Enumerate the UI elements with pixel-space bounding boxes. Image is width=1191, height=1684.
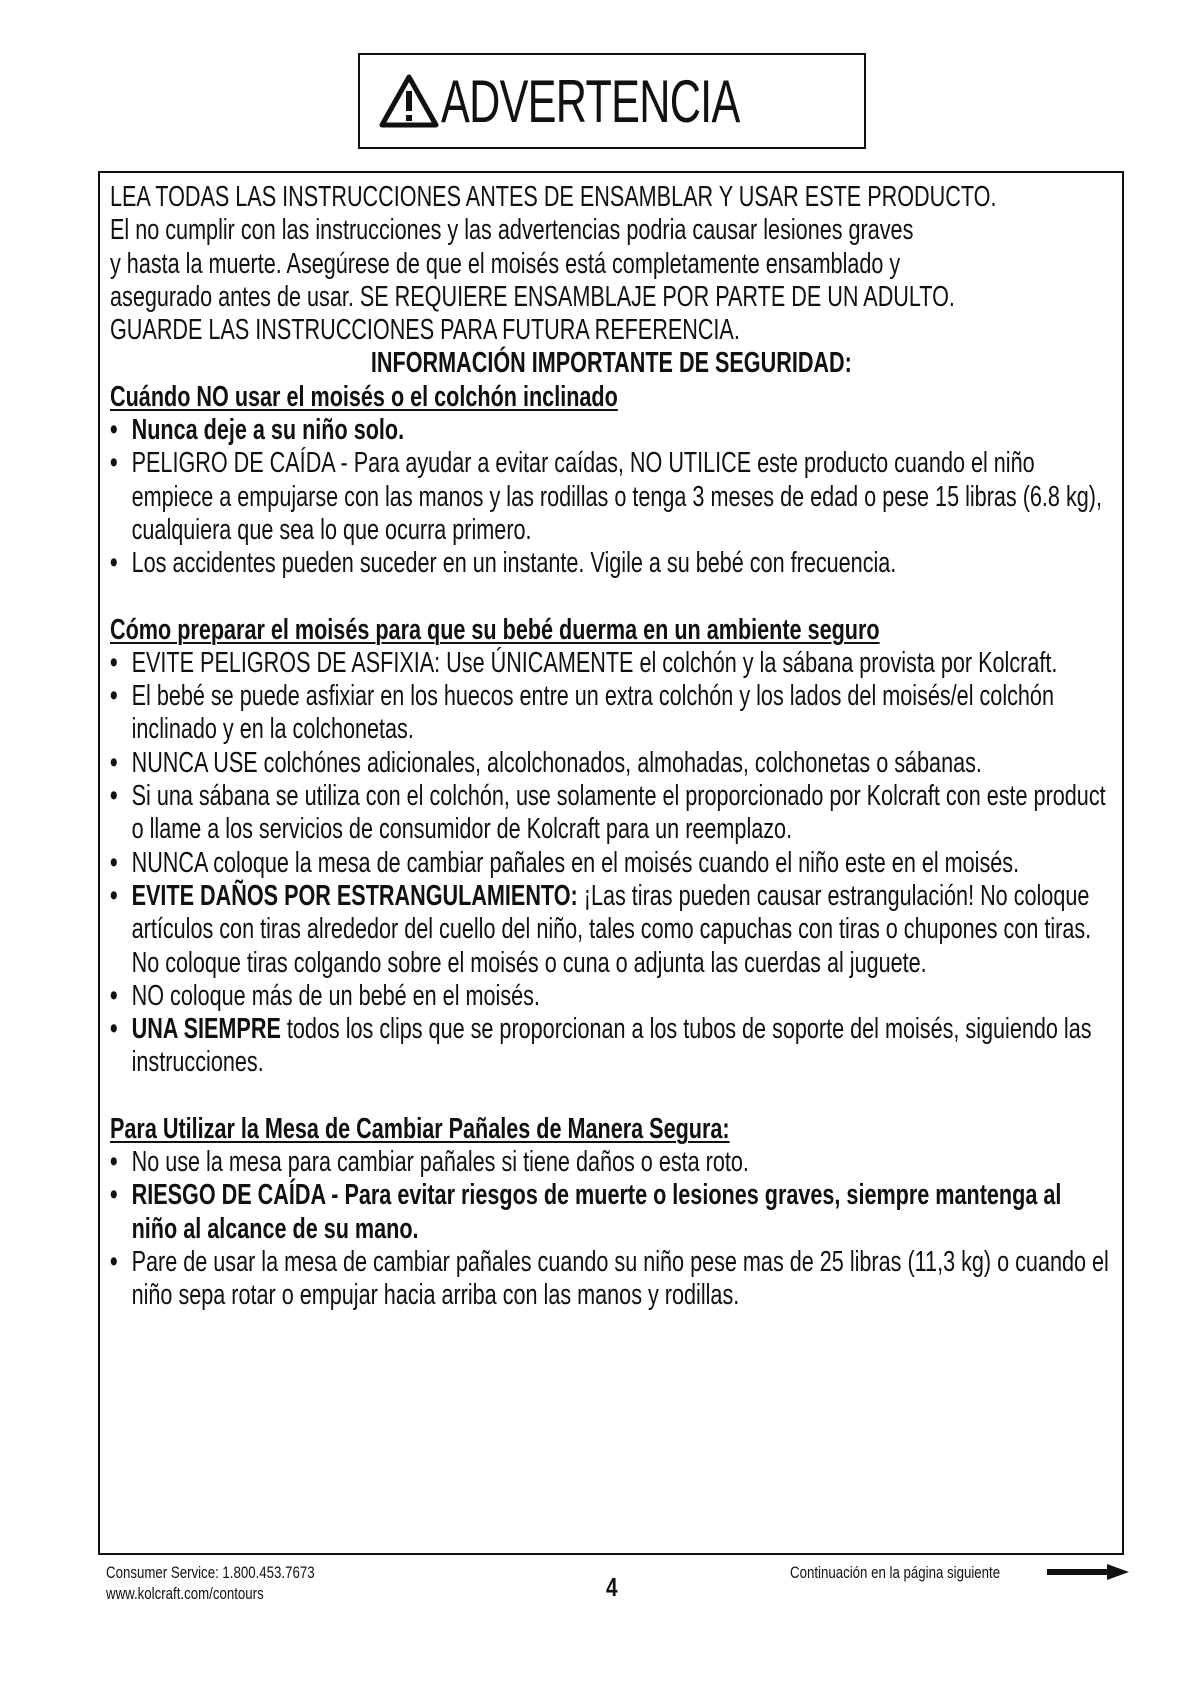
continued-note: Continuación en la página siguiente	[790, 1563, 1001, 1582]
list-item	[110, 780, 1113, 847]
page-number: 4	[606, 1572, 618, 1602]
section-2-list	[110, 647, 1113, 1080]
list-item	[110, 547, 1113, 580]
list-item	[110, 747, 1113, 780]
section-heading-safe-sleep: Cómo preparar el moisés para que su bebé duerma en un ambiente seguro	[110, 613, 880, 646]
list-item-text: No use la mesa para cambiar pañales si tiene daños o esta roto.	[131, 1146, 749, 1179]
intro-line: El no cumplir con las instrucciones y las advertencias podria causar lesiones graves	[110, 214, 914, 247]
footer-contact	[106, 1562, 315, 1604]
list-item	[110, 647, 1113, 680]
list-item-emphasis: EVITE DAÑOS POR ESTRANGULAMIENTO:	[131, 879, 578, 912]
list-item-text: Pare de usar la mesa de cambiar pañales cuando su niño pese mas de 25 libras (11,3 kg) o cuando el niño sepa rotar o empujar hacia arriba con las manos y rodillas.	[131, 1245, 1109, 1312]
list-item-text: - Para evitar riesgos de muerte o lesiones graves, siempre mantenga al niño al alcance de su mano.	[131, 1179, 1062, 1245]
list-item-text: PELIGRO DE CAÍDA - Para ayudar a evitar caídas, NO UTILICE este producto cuando el niño empiece a empujarse con las manos y las rodillas o tenga 3 meses de edad o pese 15 libras (6.8 kg), cualquiera que sea lo que ocurra primero.	[131, 447, 1102, 546]
section-1-list	[110, 414, 1113, 580]
list-item-text: ¡Las tiras pueden causar estrangulación! No coloque artículos con tiras alrededor del cuello del niño, tales como capuchas con tiras o chupones con tiras. No coloque tiras colgando sobre el moisés o cuna o adjunta las cuerdas al juguete.	[131, 879, 1092, 979]
list-item	[110, 1246, 1113, 1313]
intro-line: LEA TODAS LAS INSTRUCCIONES ANTES DE ENSAMBLAR Y USAR ESTE PRODUCTO.	[110, 181, 997, 213]
consumer-service-phone: Consumer Service: 1.800.453.7673	[106, 1563, 315, 1582]
list-item-text: El bebé se puede asfixiar en los huecos entre un extra colchón y los lados del moisés/el colchón inclinado y en la colchonetas.	[131, 680, 1054, 746]
list-item	[110, 1179, 1113, 1246]
intro-line: asegurado antes de usar. SE REQUIERE ENSAMBLAJE POR PARTE DE UN ADULTO.	[110, 280, 955, 313]
warning-title-box	[358, 53, 866, 149]
intro-line: y hasta la muerte. Asegúrese de que el moisés está completamente ensamblado y	[110, 247, 901, 280]
list-item-text: Los accidentes pueden suceder en un instante. Vigile a su bebé con frecuencia.	[131, 547, 897, 580]
list-item	[110, 447, 1113, 547]
safety-info-title: INFORMACIÓN IMPORTANTE DE SEGURIDAD:	[370, 347, 852, 380]
arrow-right-icon	[1047, 1564, 1129, 1580]
list-item	[110, 847, 1113, 880]
intro-line: GUARDE LAS INSTRUCCIONES PARA FUTURA REFERENCIA.	[110, 314, 740, 347]
list-item-text: NUNCA coloque la mesa de cambiar pañales en el moisés cuando el niño este en el moisés.	[131, 846, 1020, 879]
section-heading-changing-table: Para Utilizar la Mesa de Cambiar Pañales de Manera Segura:	[110, 1112, 730, 1145]
list-item-text: NUNCA USE colchónes adicionales, alcolchonados, almohadas, colchonetas o sábanas.	[131, 746, 982, 779]
section-3-list	[110, 1146, 1113, 1312]
list-item-text: todos los clips que se proporcionan a los tubos de soporte del moisés, siguiendo las instrucciones.	[131, 1013, 1092, 1079]
list-item	[110, 1013, 1113, 1080]
list-item	[110, 980, 1113, 1013]
warning-triangle-icon	[379, 74, 439, 128]
list-item	[110, 414, 1113, 447]
list-item-text: NO coloque más de un bebé en el moisés.	[131, 979, 540, 1012]
list-item	[110, 1146, 1113, 1179]
warning-title: ADVERTENCIA	[441, 67, 740, 135]
list-item-text: Si una sábana se utiliza con el colchón, use solamente el proporcionado por Kolcraft con este product o llame a los servicios de consumidor de Kolcraft para un reemplazo.	[131, 780, 1106, 846]
list-item-emphasis: UNA SIEMPRE	[131, 1013, 281, 1046]
list-item-text: Nunca deje a su niño solo.	[131, 414, 405, 447]
warning-content-box	[98, 171, 1124, 1555]
list-item	[110, 680, 1113, 747]
list-item-emphasis: RIESGO DE CAÍDA	[131, 1179, 326, 1212]
website-link[interactable]: www.kolcraft.com/contours	[106, 1584, 264, 1603]
list-item	[110, 880, 1113, 980]
list-item-text: EVITE PELIGROS DE ASFIXIA: Use ÚNICAMENTE el colchón y la sábana provista por Kolcraft.	[131, 646, 1058, 679]
section-heading-when-not-to-use: Cuándo NO usar el moisés o el colchón inclinado	[110, 380, 618, 413]
